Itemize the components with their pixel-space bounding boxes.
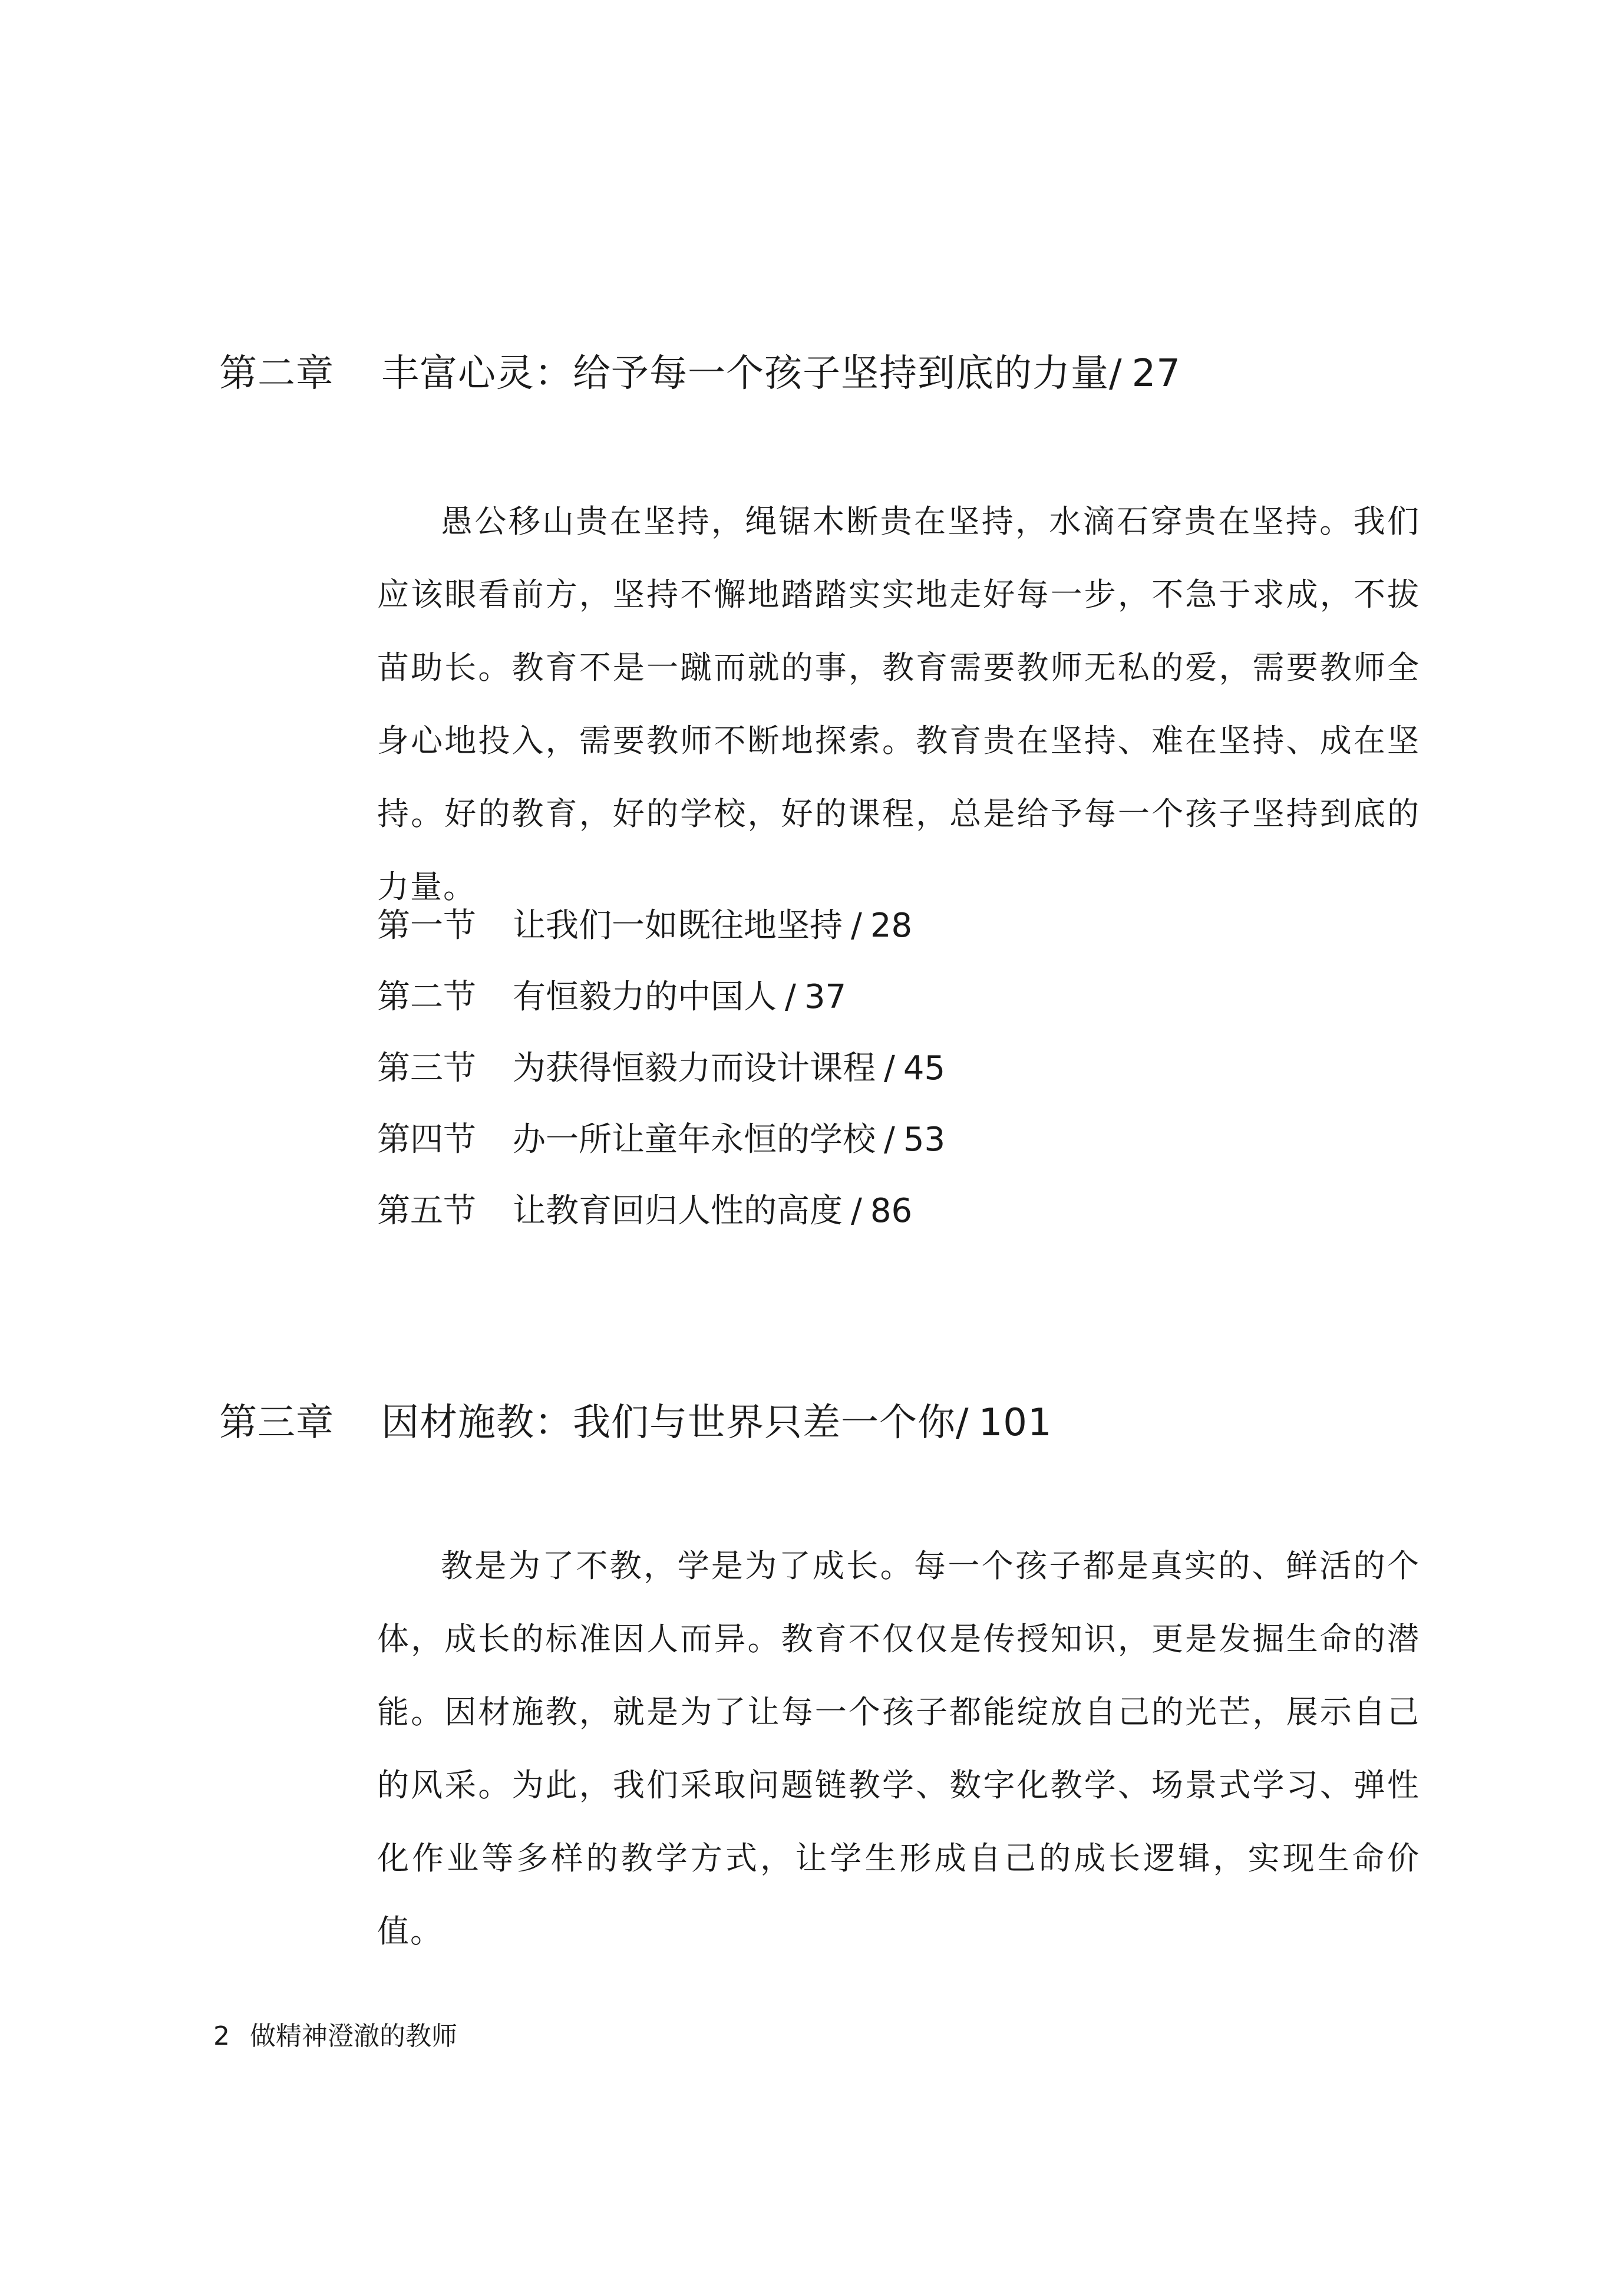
chapter-page-number: 101	[978, 1401, 1052, 1445]
section-number: 第一节	[377, 907, 476, 945]
chapter-title: 丰富心灵：给予每一个孩子坚持到底的力量	[381, 352, 1109, 396]
chapter-3-heading	[219, 1401, 1052, 1445]
section-number: 第四节	[377, 1120, 476, 1159]
page-number: 2	[213, 2021, 230, 2051]
section-number: 第三节	[377, 1049, 476, 1087]
section-page: 45	[903, 1049, 946, 1087]
page-footer	[213, 2015, 457, 2052]
chapter-page-number: 27	[1131, 352, 1181, 396]
section-number: 第五节	[377, 1192, 476, 1230]
section-page: 37	[804, 978, 847, 1016]
section-list	[377, 890, 945, 1247]
chapter-slash: /	[956, 1401, 969, 1445]
section-title: 为获得恒毅力而设计课程	[513, 1049, 876, 1087]
section-slash: /	[851, 1192, 862, 1230]
section-item	[377, 1104, 945, 1175]
section-title: 让我们一如既往地坚持	[513, 907, 843, 945]
book-title: 做精神澄澈的教师	[250, 2021, 457, 2051]
section-item	[377, 1033, 945, 1104]
section-page: 53	[903, 1120, 946, 1159]
chapter-number: 第二章	[219, 352, 334, 396]
section-item	[377, 890, 945, 961]
section-slash: /	[884, 1120, 895, 1159]
chapter-title: 因材施教：我们与世界只差一个你	[381, 1401, 956, 1445]
section-slash: /	[851, 907, 862, 945]
chapter-number: 第三章	[219, 1401, 334, 1445]
section-page: 28	[870, 907, 913, 945]
chapter-slash: /	[1109, 352, 1123, 396]
chapter-3-summary: 教是为了不教，学是为了成长。每一个孩子都是真实的、鲜活的个体，成长的标准因人而异。教育不仅仅是传授知识，更是发掘生命的潜能。因材施教，就是为了让每一个孩子都能绽放自己的光芒，展示自己的风采。为此，我们采取问题链教学、数字化教学、场景式学习、弹性化作业等多样的教学方式，让学生形成自己的成长逻辑，实现生命价值。	[377, 1547, 1420, 1950]
section-title: 让教育回归人性的高度	[513, 1192, 843, 1230]
section-number: 第二节	[377, 978, 476, 1016]
section-page: 86	[870, 1192, 913, 1230]
chapter-2-summary: 愚公移山贵在坚持，绳锯木断贵在坚持，水滴石穿贵在坚持。我们应该眼看前方，坚持不懈地踏踏实实地走好每一步，不急于求成，不拔苗助长。教育不是一蹴而就的事，教育需要教师无私的爱，需要教师全身心地投入，需要教师不断地探索。教育贵在坚持、难在坚持、成在坚持。好的教育，好的学校，好的课程，总是给予每一个孩子坚持到底的力量。	[377, 503, 1420, 905]
section-item	[377, 1175, 945, 1247]
chapter-2-heading	[219, 352, 1181, 396]
section-slash: /	[884, 1049, 895, 1087]
section-title: 办一所让童年永恒的学校	[513, 1120, 876, 1159]
section-slash: /	[785, 978, 796, 1016]
section-title: 有恒毅力的中国人	[513, 978, 777, 1016]
section-item	[377, 961, 945, 1033]
